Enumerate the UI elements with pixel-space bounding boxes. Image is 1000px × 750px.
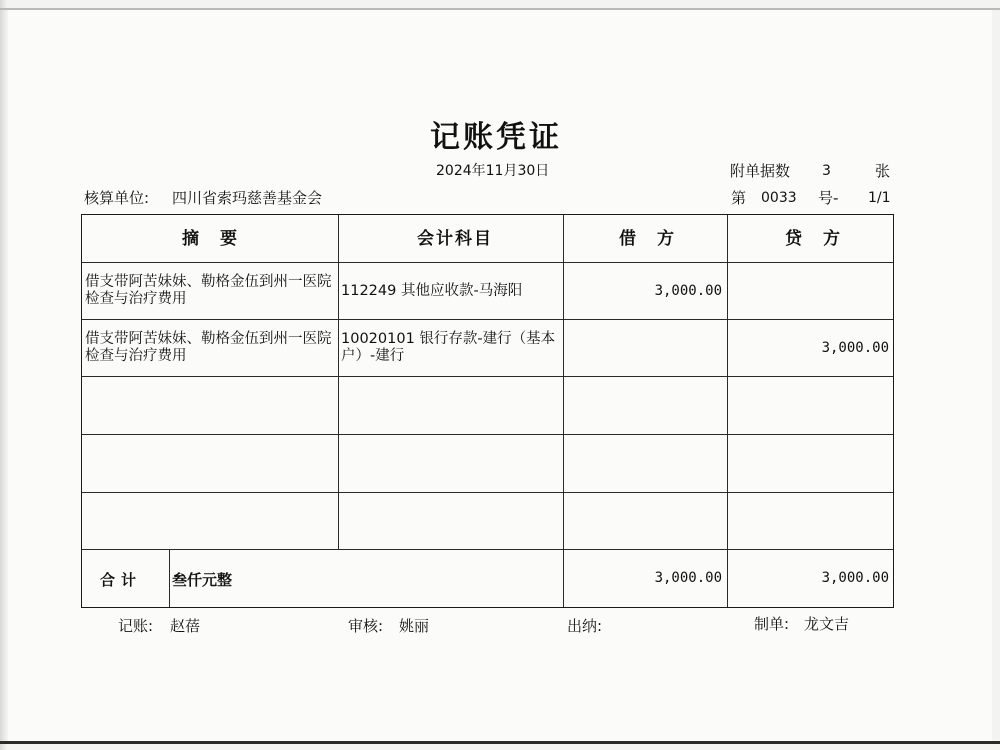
total-label: 合计 xyxy=(100,571,143,589)
row2-credit: 3,000.00 xyxy=(821,340,889,356)
row1-account: 112249 其他应收款-马海阳 xyxy=(341,283,523,299)
total-credit: 3,000.00 xyxy=(821,570,889,586)
voucher-number-prefix: 第 xyxy=(731,189,747,207)
grid-col-total-label-right xyxy=(169,549,170,607)
voucher-number: 0033 xyxy=(761,190,797,206)
grid-line-row1 xyxy=(82,319,893,320)
total-amount-words: 叁仟元整 xyxy=(172,571,233,589)
total-debit: 3,000.00 xyxy=(654,570,722,586)
grid-col-summary-right xyxy=(338,215,339,549)
paper-top-edge xyxy=(0,8,1000,10)
header-debit: 借 方 xyxy=(619,229,676,249)
voucher-table xyxy=(81,214,894,608)
row1-summary: 借支带阿苦妹妹、勒格金伍到州一医院检查与治疗费用 xyxy=(85,274,332,307)
grid-line-row3 xyxy=(82,434,893,435)
reviewer-name: 姚丽 xyxy=(399,617,430,635)
voucher-date: 2024年11月30日 xyxy=(436,163,550,179)
grid-line-row5 xyxy=(82,549,893,550)
header-credit: 贷 方 xyxy=(785,229,842,249)
voucher-title: 记账凭证 xyxy=(430,120,562,155)
voucher-number-suffix: 号- xyxy=(818,189,839,207)
grid-col-account-right xyxy=(563,215,564,607)
attachments-count: 3 xyxy=(822,163,831,179)
bookkeeper-label: 记账: xyxy=(118,617,154,635)
row1-debit: 3,000.00 xyxy=(654,283,722,299)
preparer-label: 制单: xyxy=(754,615,790,633)
voucher-page: 1/1 xyxy=(868,190,891,206)
cashier-label: 出纳: xyxy=(567,617,603,635)
header-account: 会计科目 xyxy=(417,229,493,249)
bookkeeper-name: 赵蓓 xyxy=(170,617,201,635)
attachments-label: 附单据数 xyxy=(730,162,791,180)
grid-line-row2 xyxy=(82,376,893,377)
scan-shadow xyxy=(0,0,7,750)
grid-col-debit-right xyxy=(727,215,728,607)
grid-line-row4 xyxy=(82,492,893,493)
header-summary: 摘 要 xyxy=(182,229,239,249)
unit-label: 核算单位: xyxy=(84,189,150,207)
row2-summary: 借支带阿苦妹妹、勒格金伍到州一医院检查与治疗费用 xyxy=(85,331,332,364)
unit-name: 四川省索玛慈善基金会 xyxy=(172,189,323,207)
reviewer-label: 审核: xyxy=(348,617,384,635)
grid-line-header xyxy=(82,262,893,263)
row2-account: 10020101 银行存款-建行（基本户）-建行 xyxy=(341,331,556,364)
attachments-unit: 张 xyxy=(875,162,891,180)
preparer-name: 龙文吉 xyxy=(804,615,850,633)
paper-bottom-edge xyxy=(0,741,1000,744)
